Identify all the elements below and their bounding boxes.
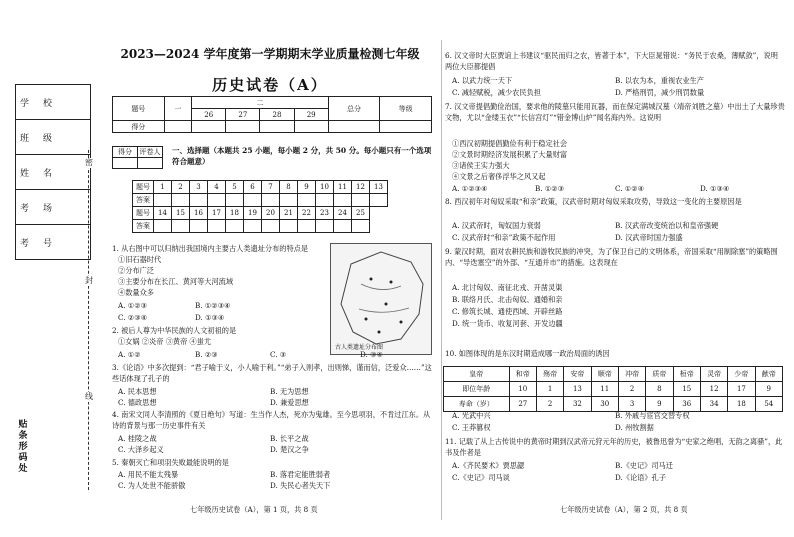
score-cell: 27	[226, 109, 260, 121]
answer-cell[interactable]	[298, 220, 316, 233]
q7-line: ④文景之后奢侈浮华之风又起	[452, 172, 546, 181]
emperor-table-cell: 9	[755, 382, 782, 397]
field-school: 学校	[16, 85, 91, 120]
emperor-table-cell: 献帝	[755, 367, 782, 382]
answer-cell[interactable]	[280, 220, 298, 233]
question-5: 5. 秦朝灭亡和项羽失败最能说明的是	[112, 458, 229, 467]
grid-label: 题号	[133, 207, 154, 220]
question-4: 4. 南宋文同人李清照的《夏日绝句》写道：生当作人杰，死亦为鬼雄。至今思项羽，不肯过江东。从诗的背景与那一历史事件有关	[112, 410, 431, 430]
emperor-table-cell: 顺帝	[591, 367, 618, 382]
q10-option-c[interactable]: C. 王莽篡权	[452, 423, 491, 432]
q7-line: ①西汉初期提倡勤俭有利于稳定社会	[452, 139, 568, 148]
emperor-table-cell: 12	[700, 382, 727, 397]
q1-option-c[interactable]: C. ②③④	[118, 313, 148, 322]
seal-mark: 封	[85, 276, 93, 285]
answer-cell[interactable]	[226, 220, 244, 233]
barcode-label: 贴条形码处	[18, 420, 28, 474]
answer-cell[interactable]	[352, 220, 370, 233]
q2-option-b[interactable]: B. ②③	[195, 350, 218, 359]
question-number-cell: 5	[226, 181, 244, 194]
q1-line: ④数量众多	[118, 288, 154, 297]
q5-option-d[interactable]: D. 失民心者失天下	[270, 481, 331, 490]
emperor-table-cell: 15	[673, 382, 700, 397]
emperor-table-cell: 10	[509, 382, 536, 397]
answer-cell[interactable]	[316, 220, 334, 233]
q6-option-c[interactable]: C. 减轻赋税，减少农民负担	[452, 88, 541, 97]
emperor-table	[443, 366, 783, 412]
q7-option-b[interactable]: B. ①②③	[535, 184, 565, 193]
score-cell: 题号	[113, 97, 165, 121]
emperor-table-cell: 2	[536, 397, 563, 412]
grader-cell[interactable]	[113, 158, 138, 169]
answer-cell[interactable]	[190, 220, 208, 233]
question-number-cell: 3	[190, 181, 208, 194]
q1-line: ③主要分布在长江、黄河等大河流域	[118, 277, 234, 286]
question-number-cell: 2	[172, 181, 190, 194]
q4-option-a[interactable]: A. 桂陵之战	[118, 434, 157, 443]
field-exam-room: 考场	[16, 190, 91, 225]
q9-option-c[interactable]: C. 修筑长城、通使西域、开辟丝路	[452, 307, 563, 316]
field-name: 姓名	[16, 155, 91, 190]
question-number-cell: 16	[190, 207, 208, 220]
score-cell: 总分	[328, 97, 380, 121]
question-number-cell: 4	[208, 181, 226, 194]
score-cell[interactable]	[294, 121, 328, 133]
grid-label: 答案	[133, 194, 154, 207]
score-cell: 二	[192, 97, 329, 109]
q2-option-c[interactable]: C. ③	[270, 350, 287, 359]
emperor-table-cell: 9	[646, 397, 673, 412]
emperor-table-cell: 安帝	[564, 367, 591, 382]
score-cell: 29	[294, 109, 328, 121]
grid-label: 题号	[133, 181, 154, 194]
answer-cell[interactable]	[334, 194, 352, 207]
answer-grid	[132, 180, 388, 233]
exam-title: 2023—2024 学年度第一学期期末学业质量检测七年级	[120, 47, 420, 61]
question-9: 9. 蒙汉时期，面对农耕民族和游牧民族的冲突，为了保卫自己的文明体系，帝国采取“用制除塞”的策略围内、“导迭塞空”的外部、“互通并市”的措施。这表现在	[445, 247, 778, 267]
q3-option-d[interactable]: D. 兼爱思想	[270, 398, 309, 407]
emperor-table-cell: 冲帝	[618, 367, 645, 382]
question-3: 3.《论语》中多次提到：“君子喻于义，小人喻于利。”“弟子入则孝，出则悌，谨而信，泛爱众……”这些话体现了孔子的	[112, 363, 432, 383]
answer-cell[interactable]	[190, 194, 208, 207]
q7-option-c[interactable]: C. ①②④	[615, 184, 645, 193]
page-divider	[441, 40, 442, 520]
question-number-cell: 15	[172, 207, 190, 220]
score-cell: 得分	[113, 121, 165, 133]
answer-cell[interactable]	[208, 220, 226, 233]
q3-option-a[interactable]: A. 民本思想	[118, 387, 157, 396]
answer-cell[interactable]	[172, 194, 190, 207]
answer-cell[interactable]	[370, 194, 388, 207]
answer-cell[interactable]	[244, 194, 262, 207]
question-number-cell: 18	[226, 207, 244, 220]
q5-option-a[interactable]: A. 用民不能太残暴	[118, 470, 179, 479]
question-number-cell: 1	[154, 181, 172, 194]
question-number-cell: 23	[316, 207, 334, 220]
q11-option-a[interactable]: A.《齐民要术》贾思勰	[452, 461, 525, 470]
score-cell[interactable]	[328, 121, 380, 133]
emperor-table-cell: 少帝	[728, 367, 755, 382]
answer-cell[interactable]	[262, 220, 280, 233]
q9-option-a[interactable]: A. 北讨匈奴、南征北戎、开凿灵渠	[452, 283, 563, 292]
question-number-cell: 22	[298, 207, 316, 220]
ancient-sites-map	[330, 243, 432, 355]
score-cell[interactable]	[164, 121, 192, 133]
question-number-cell: 9	[298, 181, 316, 194]
emperor-table-label: 皇帝	[444, 367, 510, 382]
emperor-table-cell: 30	[591, 397, 618, 412]
question-number-cell: 25	[352, 207, 370, 220]
grader-box	[112, 146, 163, 169]
answer-cell[interactable]	[262, 194, 280, 207]
field-class: 班级	[16, 120, 91, 155]
answer-cell[interactable]	[208, 194, 226, 207]
q3-option-b[interactable]: B. 无为思想	[270, 387, 309, 396]
score-table	[112, 96, 432, 133]
q8-option-d[interactable]: D. 汉武帝时国力强盛	[615, 233, 683, 242]
seal-mark: 密	[85, 158, 93, 167]
emperor-table-cell: 34	[700, 397, 727, 412]
q11-option-c[interactable]: C.《史记》司马谈	[452, 473, 510, 482]
q2-option-d[interactable]: D. ③④	[360, 350, 383, 359]
q10-option-a[interactable]: A. 光武中兴	[452, 411, 491, 420]
question-number-cell: 19	[244, 207, 262, 220]
question-number-cell: 20	[262, 207, 280, 220]
score-cell: 28	[260, 109, 294, 121]
q9-option-b[interactable]: B. 联络月氏、北击匈奴、通婚和亲	[452, 295, 563, 304]
answer-cell[interactable]	[316, 194, 334, 207]
answer-cell[interactable]	[154, 220, 172, 233]
score-cell: 一	[164, 97, 192, 121]
emperor-table-cell: 和帝	[509, 367, 536, 382]
q9-option-d[interactable]: D. 统一货币、收复河套、开发边疆	[452, 319, 563, 328]
question-number-cell: 14	[154, 207, 172, 220]
answer-cell[interactable]	[172, 220, 190, 233]
question-number-cell: 8	[280, 181, 298, 194]
q10-option-b[interactable]: B. 外戚与宦官交替专权	[615, 411, 690, 420]
question-number-cell: 13	[370, 181, 388, 194]
q3-option-c[interactable]: C. 德政思想	[118, 398, 157, 407]
q7-line: ③诸侯王实力强大	[452, 161, 510, 170]
answer-cell[interactable]	[244, 220, 262, 233]
grader-label: 评卷人	[139, 148, 161, 156]
grader-cell[interactable]	[138, 158, 163, 169]
q6-option-d[interactable]: D. 严格刑罚，减少刑罚数量	[615, 88, 705, 97]
emperor-table-cell: 质帝	[646, 367, 673, 382]
answer-cell[interactable]	[280, 194, 298, 207]
emperor-table-label: 即位年龄	[444, 382, 510, 397]
exam-subtitle: 历史试卷（A）	[212, 76, 328, 94]
answer-cell[interactable]	[352, 194, 370, 207]
question-number-cell: 11	[334, 181, 352, 194]
question-number-cell: 12	[352, 181, 370, 194]
answer-cell[interactable]	[334, 220, 352, 233]
question-10: 10. 如图体现的是东汉时期造成哪一政治局面的诱因	[445, 349, 610, 358]
q11-option-b[interactable]: B.《史记》司马迁	[615, 461, 673, 470]
q7-option-a[interactable]: A. ①②③④	[452, 184, 488, 193]
score-cell[interactable]	[226, 121, 260, 133]
emperor-table-cell: 桓帝	[673, 367, 700, 382]
student-info-table	[15, 84, 91, 260]
emperor-table-cell: 殇帝	[536, 367, 563, 382]
section-heading: 一、选择题（本题共 25 小题，每小题 2 分，共 50 分。每小题只有一个选项符合题意）	[172, 146, 432, 166]
emperor-table-cell: 1	[536, 382, 563, 397]
emperor-table-cell: 36	[673, 397, 700, 412]
question-6: 6. 汉文帝时大臣贾谊上书建议“驱民而归之农，皆著于本”，下大臣晁错说：“务民于农桑，薄赋敛”，说明两位大臣都提倡	[445, 51, 778, 71]
q6-option-b[interactable]: B. 以农为本，重视农业生产	[615, 76, 704, 85]
question-number-cell: 7	[262, 181, 280, 194]
q1-line: ①旧石器时代	[118, 255, 162, 264]
answer-cell[interactable]	[226, 194, 244, 207]
emperor-table-cell: 8	[646, 382, 673, 397]
emperor-table-cell: 32	[564, 397, 591, 412]
grader-label: 得分	[113, 147, 138, 158]
question-11: 11. 记载了从上古传说中的黄帝时期到汉武帝元狩元年的历史，被鲁迅誉为“史家之绝唱，无韵之离骚”，此书及作者是	[445, 437, 783, 457]
footer-page-1: 七年级历史试卷（A），第 1 页，共 8 页	[190, 505, 318, 514]
answer-cell[interactable]	[154, 194, 172, 207]
q8-option-c[interactable]: C. 汉武帝时“和亲”政策不起作用	[452, 233, 556, 242]
q2-line: ①女娲 ②炎帝 ③黄帝 ④蚩尤	[118, 337, 212, 346]
q7-line: ②文景时期经济发展积累了大量财富	[452, 150, 568, 159]
seal-mark: 线	[85, 392, 93, 401]
q5-option-b[interactable]: B. 落君定能胜弱者	[270, 470, 331, 479]
question-number-cell: 24	[334, 207, 352, 220]
q8-option-a[interactable]: A. 汉武帝时，匈奴国力衰弱	[452, 221, 541, 230]
q10-option-d[interactable]: D. 州牧割据	[615, 423, 654, 432]
q1-line: ②分布广泛	[118, 266, 154, 275]
grid-label: 答案	[133, 220, 154, 233]
emperor-table-label: 寿命（岁）	[444, 397, 510, 412]
q7-option-d[interactable]: D. ①③④	[700, 184, 730, 193]
q6-option-a[interactable]: A. 以武力统一天下	[452, 76, 513, 85]
q2-option-a[interactable]: A. ①②	[118, 350, 141, 359]
emperor-table-cell: 18	[728, 397, 755, 412]
emperor-table-cell: 54	[755, 397, 782, 412]
q1-option-a[interactable]: A. ①②③	[118, 301, 148, 310]
emperor-table-cell: 灵帝	[700, 367, 727, 382]
q1-option-d[interactable]: D. ①③④	[195, 313, 225, 322]
emperor-table-cell: 11	[591, 382, 618, 397]
score-cell[interactable]	[192, 121, 226, 133]
emperor-table-cell: 27	[509, 397, 536, 412]
map-outline-icon	[331, 244, 431, 354]
q4-option-d[interactable]: D. 楚汉之争	[270, 445, 309, 454]
score-cell: 等级	[380, 97, 432, 121]
score-cell: 26	[192, 109, 226, 121]
score-cell[interactable]	[380, 121, 432, 133]
question-number-cell: 21	[280, 207, 298, 220]
question-1: 1. 从右图中可以归纳出我国境内主要古人类遗址分布的特点是	[112, 244, 309, 253]
emperor-table-cell: 3	[618, 397, 645, 412]
emperor-table-cell: 13	[564, 382, 591, 397]
question-2: 2. 被后人尊为中华民族的人文初祖的是	[112, 326, 237, 335]
field-exam-number: 考号	[16, 225, 91, 260]
q11-option-d[interactable]: D.《论语》孔子	[615, 473, 666, 482]
emperor-table-cell: 2	[618, 382, 645, 397]
score-cell[interactable]	[260, 121, 294, 133]
q4-option-c[interactable]: C. 大泽乡起义	[118, 445, 164, 454]
question-number-cell: 17	[208, 207, 226, 220]
q1-option-b[interactable]: B. ①②③④	[195, 301, 231, 310]
q8-option-b[interactable]: B. 汉武帝改变统治以和皇帝强硬	[615, 221, 719, 230]
footer-page-2: 七年级历史试卷（A），第 2 页，共 8 页	[560, 505, 688, 514]
map-caption: 古人类遗址分布图	[335, 344, 384, 351]
answer-cell[interactable]	[298, 194, 316, 207]
question-number-cell: 6	[244, 181, 262, 194]
emperor-table-cell: 17	[728, 382, 755, 397]
seal-line	[88, 150, 89, 490]
question-number-cell: 10	[316, 181, 334, 194]
q5-option-c[interactable]: C. 为人处世不能骄傲	[118, 481, 186, 490]
question-8: 8. 西汉初年对匈奴采取“和亲”政策，汉武帝时期对匈奴采取攻势，导致这一变化的主要原因是	[445, 197, 742, 206]
q4-option-b[interactable]: B. 长平之战	[270, 434, 309, 443]
question-7: 7. 汉文帝提倡勤俭治国，要求他的陵墓只能用瓦器，而在保定满城汉墓（靖帝刘胜之墓）中出土了大量珍贵文物，尤以“金缕玉衣”“长信宫灯”“错金博山炉”闻名海内外。这说明	[445, 102, 785, 122]
